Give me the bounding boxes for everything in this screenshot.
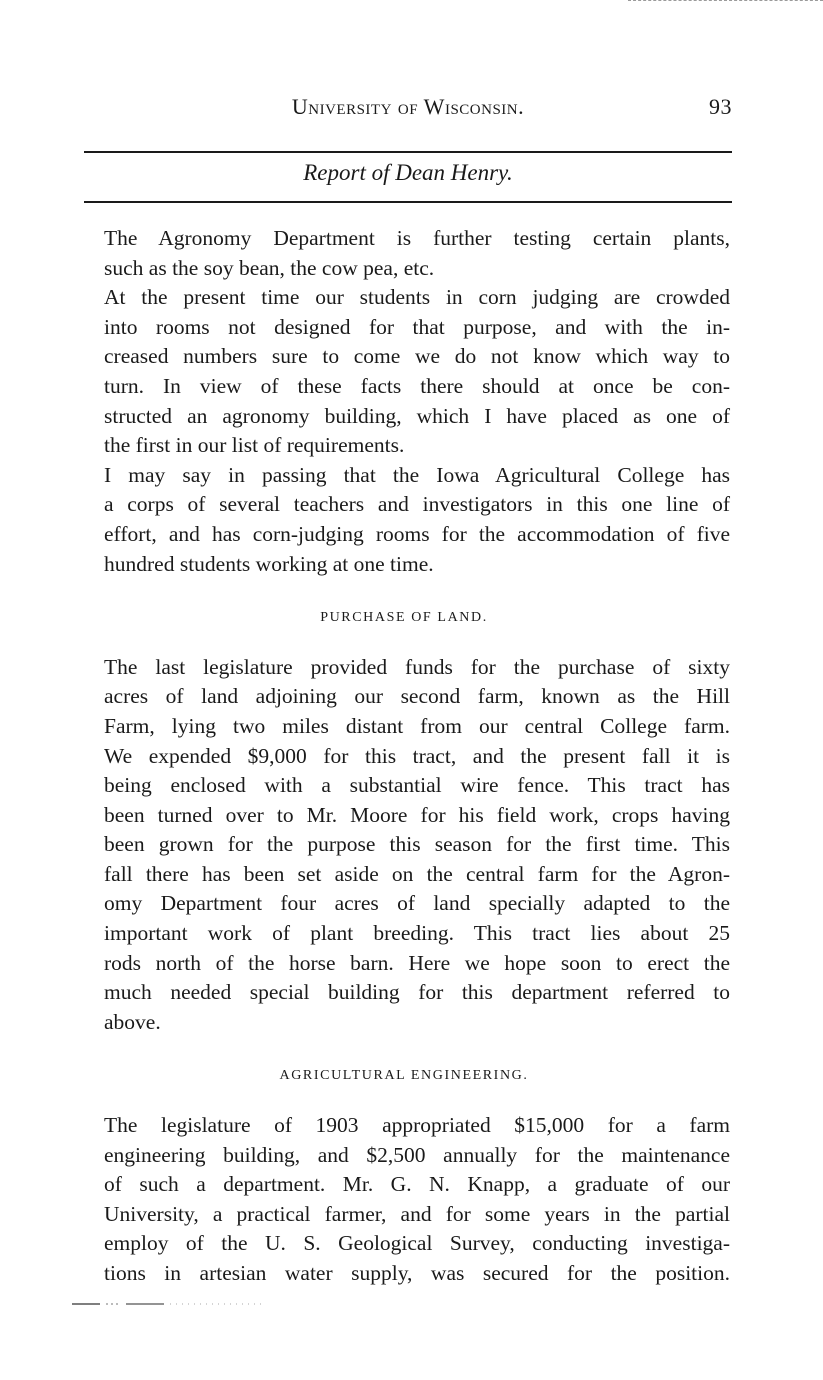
text-line: I may say in passing that the Iowa Agricultural College has xyxy=(104,462,730,487)
paragraph-corn-judging xyxy=(78,283,730,461)
printer-mark xyxy=(72,1300,262,1306)
text-line: tions in artesian water supply, was secured for the position. xyxy=(104,1261,730,1285)
text-line: The Agronomy Department is further testing certain plants, xyxy=(104,226,730,250)
header-rule-bottom xyxy=(84,201,732,203)
paragraph-purchase-of-land xyxy=(78,653,730,1038)
text-line: structed an agronomy building, which I have placed as one of xyxy=(104,403,730,428)
text-line: creased numbers sure to come we do not know which way to xyxy=(104,344,730,369)
paragraph-agricultural-engineering xyxy=(78,1111,730,1289)
text-line: University, a practical farmer, and for some years in the partial xyxy=(104,1201,730,1226)
text-line: We expended $9,000 for this tract, and the present fall it is xyxy=(104,743,730,768)
text-line: of such a department. Mr. G. N. Knapp, a graduate of our xyxy=(104,1172,730,1197)
text-line: being enclosed with a substantial wire fence. This tract has xyxy=(104,773,730,798)
text-line: The legislature of 1903 appropriated $15,000 for a farm xyxy=(104,1113,730,1138)
running-title: University of Wisconsin. xyxy=(291,94,525,119)
text-line: turn. In view of these facts there should at once be con- xyxy=(104,373,730,398)
text-line: omy Department four acres of land specially adapted to the xyxy=(104,891,730,916)
text-line: employ of the U. S. Geological Survey, conducting investiga- xyxy=(104,1231,730,1256)
text-line: At the present time our students in corn judging are crowded xyxy=(104,285,730,310)
text-line: into rooms not designed for that purpose, and with the in- xyxy=(104,314,730,339)
text-line: above. xyxy=(104,1009,161,1034)
text-line: much needed special building for this department referred to xyxy=(104,980,730,1005)
text-line: effort, and has corn-judging rooms for the accommodation of five xyxy=(104,521,730,546)
page-number: 93 xyxy=(709,94,732,119)
text-line: the first in our list of requirements. xyxy=(104,433,405,458)
text-line: Farm, lying two miles distant from our central College farm. xyxy=(104,713,730,738)
section-heading-purchase-of-land: PURCHASE OF LAND. xyxy=(320,610,488,626)
body-text xyxy=(78,224,730,1289)
text-line: rods north of the horse barn. Here we hope soon to erect the xyxy=(104,950,730,975)
section-heading-agricultural-engineering: AGRICULTURAL ENGINEERING. xyxy=(279,1068,529,1084)
text-line: The last legislature provided funds for the purchase of sixty xyxy=(104,654,730,679)
text-line: been grown for the purpose this season for the first time. This xyxy=(104,832,730,857)
paragraph-iowa-college xyxy=(78,461,730,579)
report-subheading: Report of Dean Henry. xyxy=(303,160,513,185)
scan-edge-mark xyxy=(628,0,823,1)
running-head xyxy=(84,94,732,130)
paragraph-agronomy-testing xyxy=(78,224,730,283)
text-line: a corps of several teachers and investigators in this one line of xyxy=(104,492,730,517)
text-line: important work of plant breeding. This tract lies about 25 xyxy=(104,921,730,946)
text-line: been turned over to Mr. Moore for his field work, crops having xyxy=(104,802,730,827)
text-line: engineering building, and $2,500 annually for the maintenance xyxy=(104,1142,730,1167)
text-line: acres of land adjoining our second farm, known as the Hill xyxy=(104,684,730,709)
text-line: fall there has been set aside on the central farm for the Agron- xyxy=(104,861,730,886)
text-line: such as the soy bean, the cow pea, etc. xyxy=(104,255,435,280)
header-rule-top xyxy=(84,151,732,153)
text-line: hundred students working at one time. xyxy=(104,551,434,576)
